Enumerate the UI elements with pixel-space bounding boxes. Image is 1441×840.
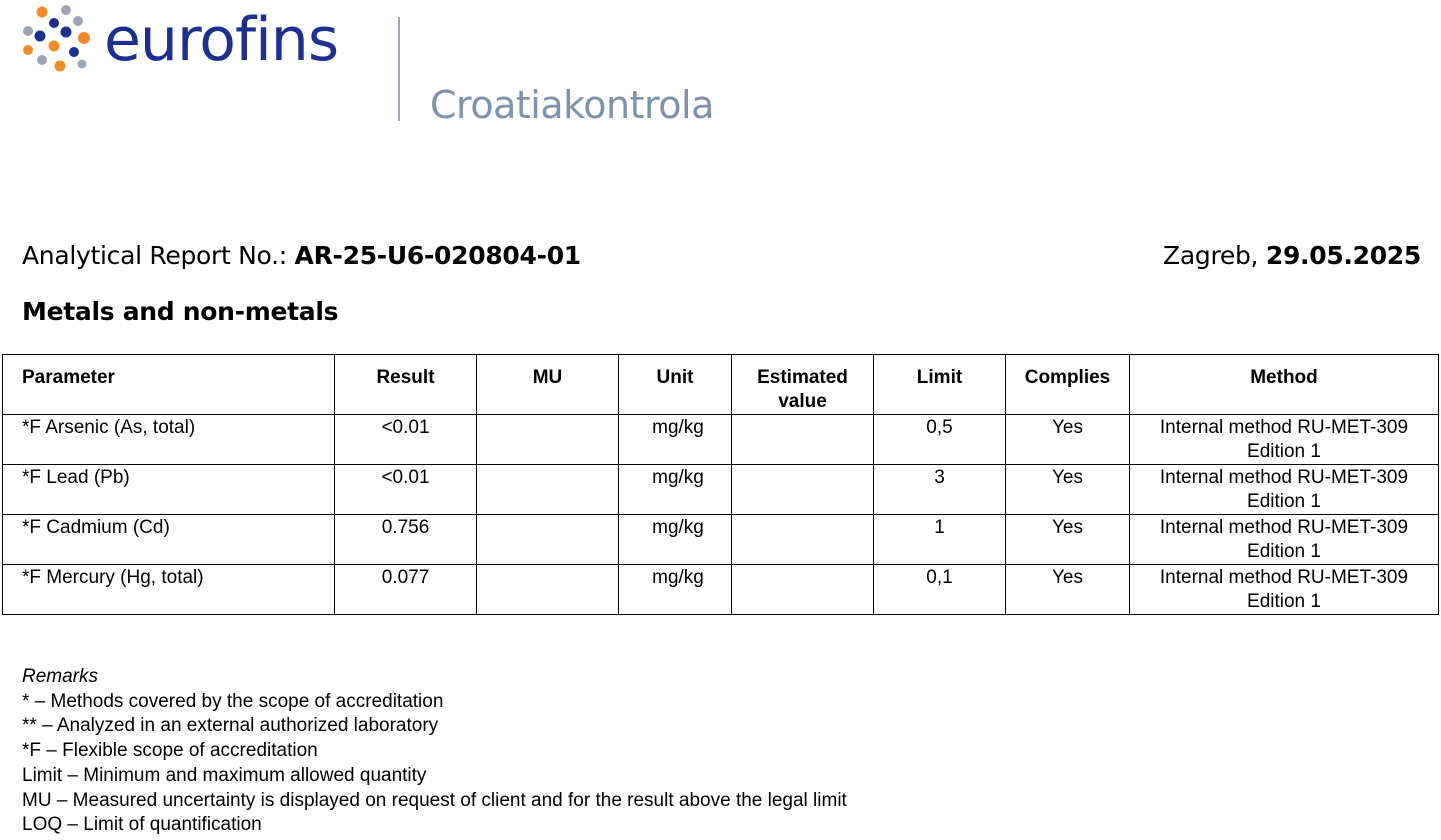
remark-line: Limit – Minimum and maximum allowed quantity [22, 764, 427, 786]
cell-complies: Yes [1006, 465, 1130, 515]
cell-limit: 0,1 [874, 565, 1006, 615]
remarks-title: Remarks [22, 666, 99, 687]
header-estimated-value: Estimated value [732, 355, 874, 415]
cell-mu [477, 565, 619, 615]
header-mu: MU [477, 355, 619, 415]
remark-line: MU – Measured uncertainty is displayed on request of client and for the result above the legal limit [22, 789, 847, 811]
report-number-label: Analytical Report No.: [22, 241, 287, 270]
table-row [3, 515, 1439, 565]
cell-mu [477, 415, 619, 465]
cell-limit: 3 [874, 465, 1006, 515]
report-number-line [22, 238, 581, 274]
remark-line: LOQ – Limit of quantification [22, 814, 262, 836]
cell-mu [477, 465, 619, 515]
cell-complies: Yes [1006, 515, 1130, 565]
croatiakontrola-wordmark: Croatiakontrola [430, 83, 714, 127]
cell-estimated-value [732, 415, 874, 465]
cell-method: Internal method RU-MET-309 Edition 1 [1130, 465, 1439, 515]
remark-line: ** – Analyzed in an external authorized laboratory [22, 715, 439, 737]
cell-method: Internal method RU-MET-309 Edition 1 [1130, 515, 1439, 565]
cell-parameter: *F Lead (Pb) [3, 465, 335, 515]
cell-limit: 0,5 [874, 415, 1006, 465]
cell-estimated-value [732, 465, 874, 515]
cell-result: 0.077 [335, 565, 477, 615]
remark-line: *F – Flexible scope of accreditation [22, 740, 318, 762]
remarks-section [22, 665, 847, 838]
cell-result: <0.01 [335, 465, 477, 515]
cell-method: Internal method RU-MET-309 Edition 1 [1130, 415, 1439, 465]
header-unit: Unit [619, 355, 732, 415]
header-method: Method [1130, 355, 1439, 415]
eurofins-logo-dots-icon [20, 4, 92, 74]
table-row [3, 465, 1439, 515]
cell-estimated-value [732, 515, 874, 565]
cell-mu [477, 515, 619, 565]
table-header-row [3, 355, 1439, 415]
logo-divider [398, 17, 400, 121]
table-row [3, 415, 1439, 465]
cell-parameter: *F Arsenic (As, total) [3, 415, 335, 465]
report-place: Zagreb, [1163, 241, 1259, 270]
cell-method: Internal method RU-MET-309 Edition 1 [1130, 565, 1439, 615]
cell-complies: Yes [1006, 565, 1130, 615]
cell-result: <0.01 [335, 415, 477, 465]
cell-result: 0.756 [335, 515, 477, 565]
header-parameter: Parameter [3, 355, 335, 415]
remark-line: * – Methods covered by the scope of accreditation [22, 690, 444, 712]
cell-unit: mg/kg [619, 565, 732, 615]
cell-unit: mg/kg [619, 415, 732, 465]
header-limit: Limit [874, 355, 1006, 415]
eurofins-wordmark: eurofins [104, 5, 339, 75]
cell-unit: mg/kg [619, 515, 732, 565]
header-complies: Complies [1006, 355, 1130, 415]
cell-parameter: *F Mercury (Hg, total) [3, 565, 335, 615]
cell-unit: mg/kg [619, 465, 732, 515]
cell-parameter: *F Cadmium (Cd) [3, 515, 335, 565]
table-row [3, 565, 1439, 615]
report-number-value: AR-25-U6-020804-01 [294, 241, 581, 270]
header-result: Result [335, 355, 477, 415]
report-date: 29.05.2025 [1265, 241, 1421, 270]
cell-complies: Yes [1006, 415, 1130, 465]
report-date-line [1163, 238, 1421, 274]
results-table [2, 354, 1439, 615]
cell-estimated-value [732, 565, 874, 615]
section-title: Metals and non-metals [22, 297, 339, 326]
cell-limit: 1 [874, 515, 1006, 565]
